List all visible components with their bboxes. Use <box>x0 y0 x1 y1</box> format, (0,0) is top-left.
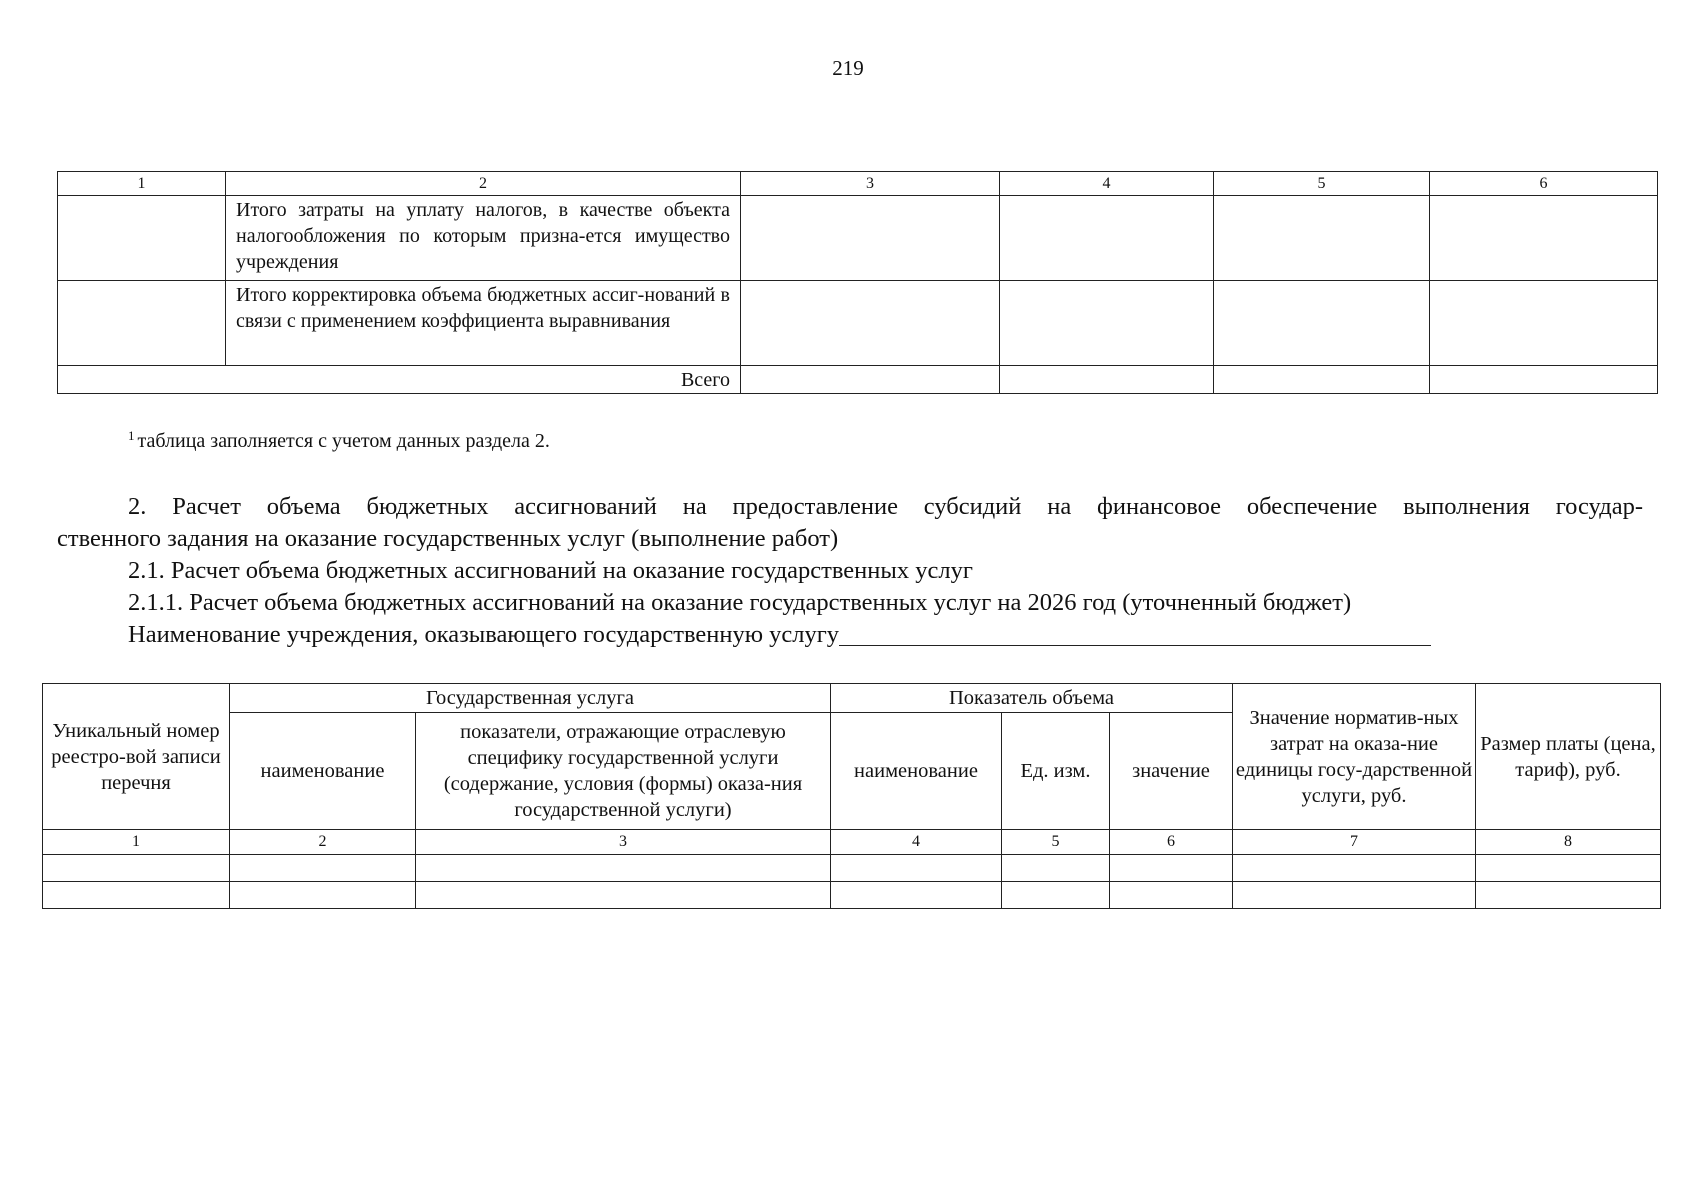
table-cell <box>1000 366 1214 394</box>
table-cell <box>831 882 1002 909</box>
column-number: 6 <box>1110 830 1233 855</box>
table-cell <box>58 196 226 281</box>
institution-name-line <box>57 619 1643 651</box>
table-cell <box>1110 882 1233 909</box>
table-cell <box>741 196 1000 281</box>
section-2-line-2: ственного задания на оказание государственных услуг (выполнение работ) <box>57 525 839 552</box>
header-normative-costs: Значение норматив-ных затрат на оказа-ние единицы госу-дарственной услуги, руб. <box>1233 684 1476 830</box>
table-cell <box>741 366 1000 394</box>
table-cell <box>1000 196 1214 281</box>
column-number: 3 <box>741 172 1000 196</box>
header-fee-amount: Размер платы (цена, тариф), руб. <box>1476 684 1661 830</box>
table-cell <box>1002 882 1110 909</box>
table-cell <box>1000 281 1214 366</box>
column-number: 5 <box>1214 172 1430 196</box>
column-number: 8 <box>1476 830 1661 855</box>
section-2-1-heading: 2.1. Расчет объема бюджетных ассигнований на оказание государственных услуг <box>128 557 973 584</box>
table-row <box>58 281 1658 366</box>
section-heading-2 <box>57 491 1643 651</box>
table-row <box>43 855 1661 882</box>
column-number: 6 <box>1430 172 1658 196</box>
section-2-line-1: 2. Расчет объема бюджетных ассигнований на предоставление субсидий на финансовое обеспечение выполнения государ- <box>128 493 1643 520</box>
section-2-1-1-heading: 2.1.1. Расчет объема бюджетных ассигнований на оказание государственных услуг на 2026 год (уточненный бюджет) <box>128 589 1352 616</box>
table-cell <box>1002 855 1110 882</box>
table-cell <box>1214 281 1430 366</box>
column-number: 2 <box>230 830 416 855</box>
column-number: 3 <box>416 830 831 855</box>
header-volume-indicator: Показатель объема <box>831 684 1233 713</box>
table-cell <box>1214 196 1430 281</box>
header-state-service: Государственная услуга <box>230 684 831 713</box>
header-volume-unit: Ед. изм. <box>1002 713 1110 830</box>
column-number-row <box>43 830 1661 855</box>
table-cell <box>1233 855 1476 882</box>
table-cell <box>230 855 416 882</box>
table-cell <box>416 855 831 882</box>
table-cell <box>1233 882 1476 909</box>
column-number: 2 <box>226 172 741 196</box>
column-number: 1 <box>43 830 230 855</box>
table-cell <box>1110 855 1233 882</box>
table-row <box>43 882 1661 909</box>
page-number: 219 <box>832 56 864 80</box>
table-cell <box>1430 366 1658 394</box>
header-service-indicators: показатели, отражающие отраслевую специфику государственной услуги (содержание, условия (формы) оказа-ния государственной услуги) <box>416 713 831 830</box>
header-service-name: наименование <box>230 713 416 830</box>
table-cell <box>416 882 831 909</box>
table-cell <box>1476 882 1661 909</box>
row-label-adjustment: Итого корректировка объема бюджетных ассиг-нований в связи с применением коэффициента выравнивания <box>226 281 741 366</box>
total-row <box>58 366 1658 394</box>
table-row <box>58 196 1658 281</box>
column-number: 5 <box>1002 830 1110 855</box>
header-volume-value: значение <box>1110 713 1233 830</box>
table-header-row <box>58 172 1658 196</box>
total-label: Всего <box>58 366 741 394</box>
table-cell <box>1430 196 1658 281</box>
institution-name-blank <box>839 621 1431 646</box>
column-number: 7 <box>1233 830 1476 855</box>
institution-label: Наименование учреждения, оказывающего государственную услугу <box>128 621 840 648</box>
table-cell <box>43 882 230 909</box>
table-cell <box>230 882 416 909</box>
table-cell <box>58 281 226 366</box>
footnote <box>128 428 550 453</box>
footnote-mark: 1 <box>128 428 135 443</box>
table-cell <box>831 855 1002 882</box>
header-unique-number: Уникальный номер реестро-вой записи перечня <box>43 684 230 830</box>
column-number: 4 <box>831 830 1002 855</box>
summary-table <box>57 171 1658 394</box>
row-label-taxes: Итого затраты на уплату налогов, в качестве объекта налогообложения по которым призна-ется имущество учреждения <box>226 196 741 281</box>
services-table <box>42 683 1661 909</box>
header-volume-name: наименование <box>831 713 1002 830</box>
column-number: 4 <box>1000 172 1214 196</box>
table-cell <box>741 281 1000 366</box>
table-cell <box>1430 281 1658 366</box>
table-group-header-row <box>43 684 1661 713</box>
table-cell <box>1214 366 1430 394</box>
column-number: 1 <box>58 172 226 196</box>
table-cell <box>1476 855 1661 882</box>
footnote-text: таблица заполняется с учетом данных раздела 2. <box>137 430 550 452</box>
table-cell <box>43 855 230 882</box>
